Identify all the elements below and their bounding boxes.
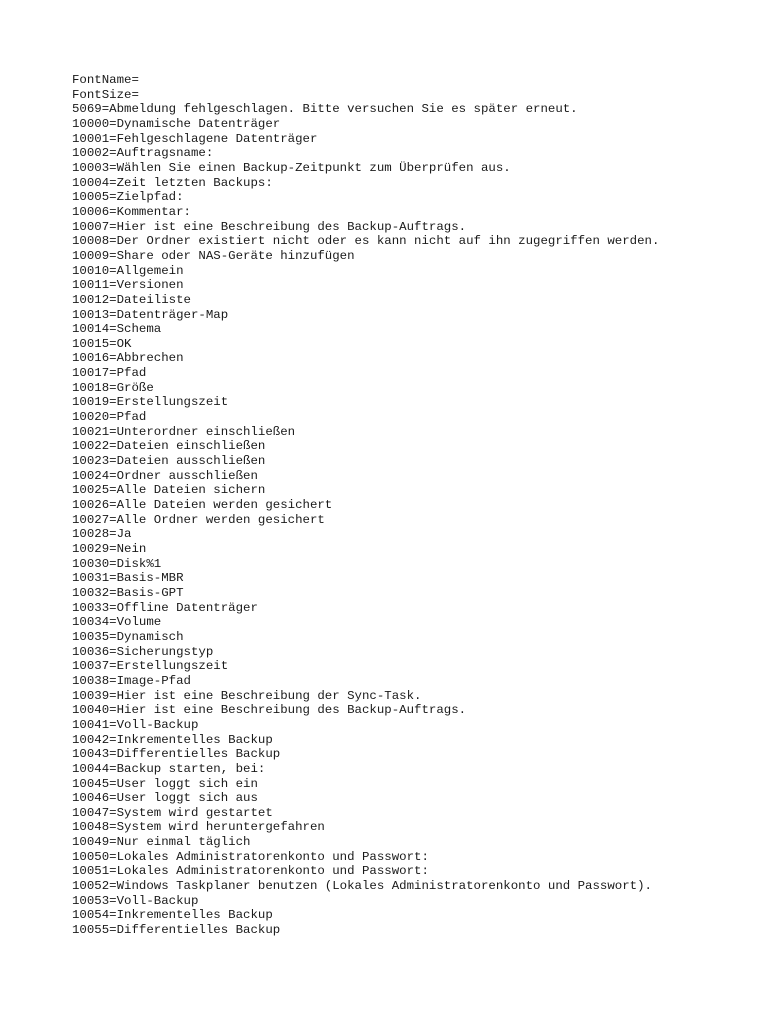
text-line: 10002=Auftragsname: [72, 146, 214, 161]
text-line: 10035=Dynamisch [72, 629, 184, 644]
text-line: 10006=Kommentar: [72, 204, 191, 219]
text-line: 10017=Pfad [72, 366, 147, 381]
text-line: 10040=Hier ist eine Beschreibung des Backup-Auftrags. [72, 703, 467, 718]
text-line: 10037=Erstellungszeit [72, 659, 229, 674]
text-line: 5069=Abmeldung fehlgeschlagen. Bitte versuchen Sie es später erneut. [72, 102, 578, 117]
text-line: 10024=Ordner ausschließen [72, 468, 258, 483]
text-line: 10048=System wird heruntergefahren [72, 820, 325, 835]
text-line: 10034=Volume [72, 615, 162, 630]
text-line: 10011=Versionen [72, 278, 184, 293]
text-line: 10055=Differentielles Backup [72, 923, 281, 938]
text-line: 10018=Größe [72, 380, 154, 395]
text-line: 10053=Voll-Backup [72, 893, 199, 908]
text-line: 10030=Disk%1 [72, 556, 162, 571]
text-line: 10016=Abbrechen [72, 351, 184, 366]
text-line: 10021=Unterordner einschließen [72, 424, 296, 439]
text-line: 10047=System wird gestartet [72, 805, 273, 820]
text-line: 10045=User loggt sich ein [72, 776, 258, 791]
text-line: 10052=Windows Taskplaner benutzen (Lokales Administratorenkonto und Passwort). [72, 879, 652, 894]
text-line: 10020=Pfad [72, 410, 147, 425]
text-line: 10004=Zeit letzten Backups: [72, 175, 273, 190]
text-line: 10015=OK [72, 336, 132, 351]
text-line: 10027=Alle Ordner werden gesichert [72, 512, 325, 527]
text-line: 10014=Schema [72, 322, 162, 337]
text-line: 10000=Dynamische Datenträger [72, 116, 281, 131]
text-line: 10038=Image-Pfad [72, 673, 191, 688]
text-line: 10013=Datenträger-Map [72, 307, 229, 322]
text-line: 10039=Hier ist eine Beschreibung der Sync-Task. [72, 688, 422, 703]
text-line: FontName= [72, 73, 139, 87]
text-line: 10001=Fehlgeschlagene Datenträger [72, 131, 318, 146]
text-line: 10005=Zielpfad: [72, 190, 184, 205]
text-line: 10022=Dateien einschließen [72, 439, 266, 454]
text-line: 10036=Sicherungstyp [72, 644, 214, 659]
text-line: 10028=Ja [72, 527, 132, 542]
text-line: 10042=Inkrementelles Backup [72, 732, 273, 747]
text-line: 10031=Basis-MBR [72, 571, 184, 586]
text-line: 10023=Dateien ausschließen [72, 454, 266, 469]
text-line: 10019=Erstellungszeit [72, 395, 229, 410]
text-line: 10043=Differentielles Backup [72, 747, 281, 762]
text-line: 10012=Dateiliste [72, 292, 191, 307]
text-line: 10050=Lokales Administratorenkonto und Passwort: [72, 849, 429, 864]
text-line: 10003=Wählen Sie einen Backup-Zeitpunkt zum Überprüfen aus. [72, 160, 511, 175]
text-line: 10054=Inkrementelles Backup [72, 908, 273, 923]
text-line: 10025=Alle Dateien sichern [72, 483, 266, 498]
text-line: 10007=Hier ist eine Beschreibung des Backup-Auftrags. [72, 219, 467, 234]
text-line: 10009=Share oder NAS-Geräte hinzufügen [72, 248, 355, 263]
text-line: 10051=Lokales Administratorenkonto und Passwort: [72, 864, 429, 879]
text-line: 10029=Nein [72, 542, 147, 556]
document-text [72, 73, 752, 938]
text-line: 10041=Voll-Backup [72, 717, 199, 732]
text-line: 10033=Offline Datenträger [72, 600, 258, 615]
text-line: FontSize= [72, 87, 139, 102]
text-line: 10044=Backup starten, bei: [72, 761, 266, 776]
text-line: 10049=Nur einmal täglich [72, 835, 251, 850]
text-line: 10010=Allgemein [72, 263, 184, 278]
text-line: 10026=Alle Dateien werden gesichert [72, 498, 333, 513]
text-line: 10046=User loggt sich aus [72, 791, 258, 806]
text-line: 10008=Der Ordner existiert nicht oder es kann nicht auf ihn zugegriffen werden. [72, 234, 660, 249]
text-line: 10032=Basis-GPT [72, 585, 184, 600]
